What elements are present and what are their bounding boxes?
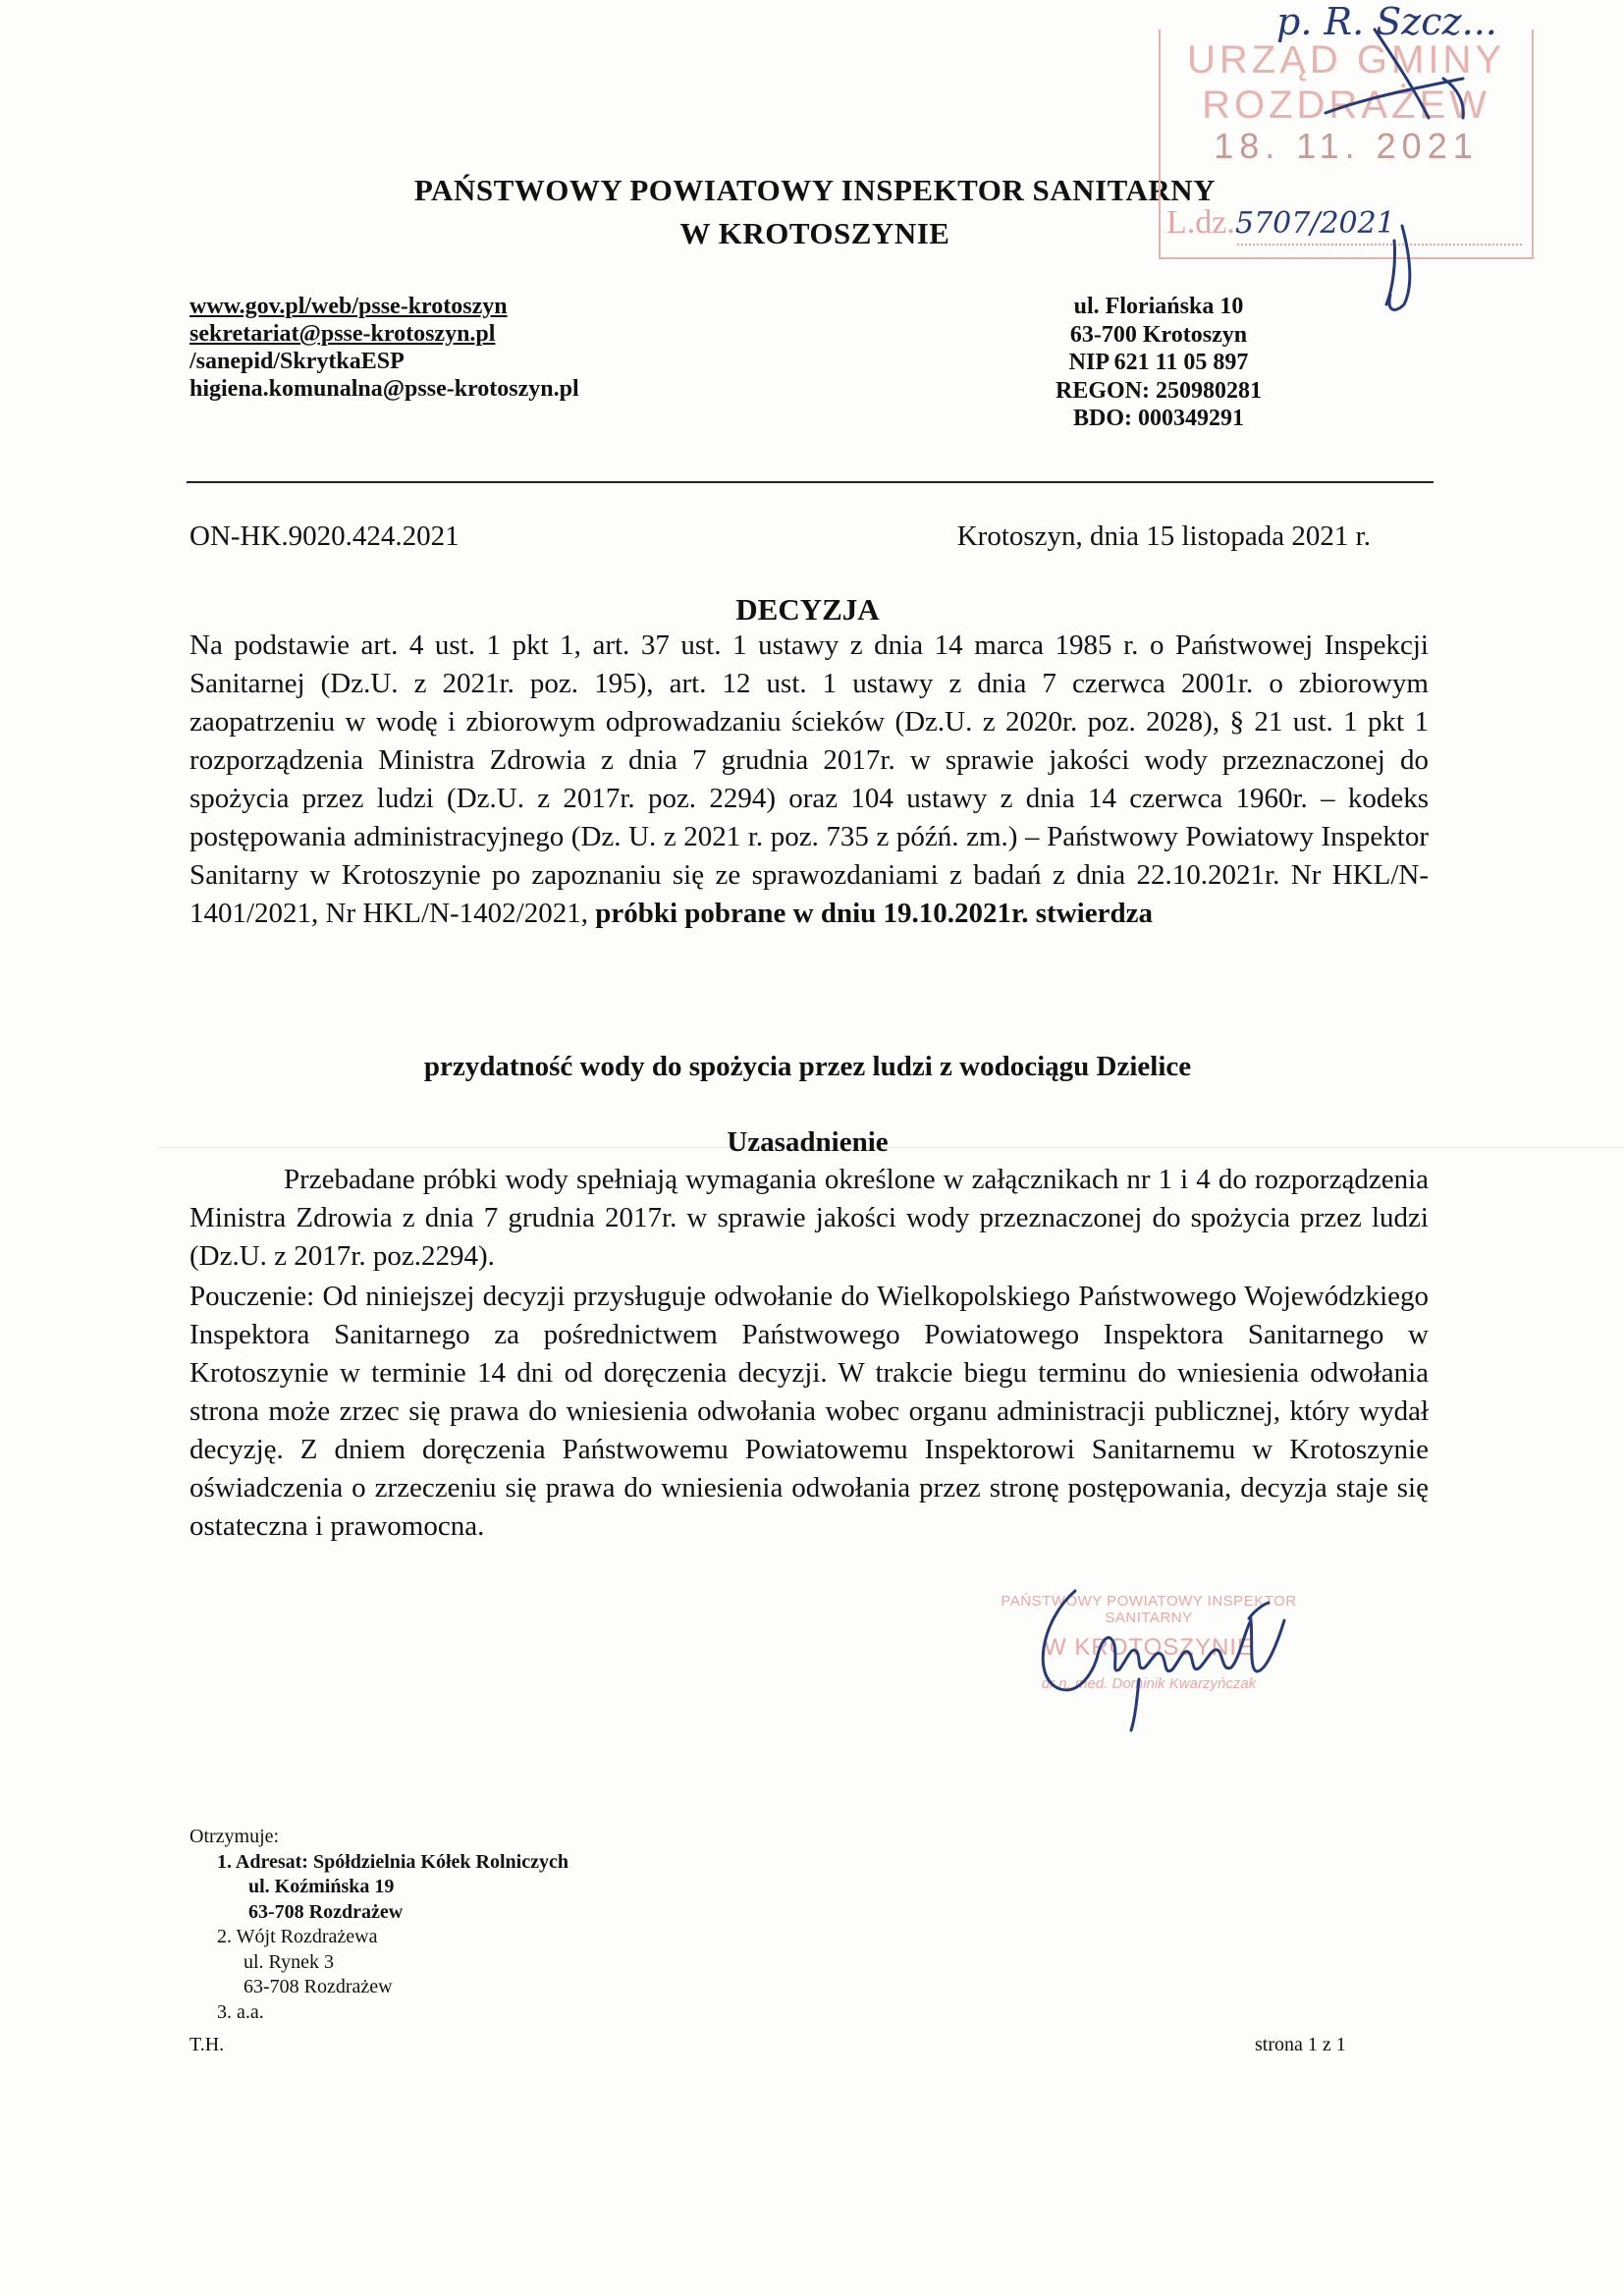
handwritten-assignee: p. R. Szcz... [1276, 0, 1497, 43]
address-street: ul. Floriańska 10 [1073, 294, 1244, 319]
legal-basis-text: Na podstawie art. 4 ust. 1 pkt 1, art. 37 ust. 1 ustawy z dnia 14 marca 1985 r. o Państwowej Inspekcji Sanitarnej (Dz.U. z 2021r. poz. 195), art. 12 ust. 1 ustawy z dnia 7 czerwca 2001r. o zbiorowym zaopatrzeniu w wodę i zbiorowym odprowadzaniu ścieków (Dz.U. z 2020r. poz. 2028), § 21 ust. 1 pkt 1 rozporządzenia Ministra Zdrowia z dnia 7 grudnia 2017r. w sprawie jakości wody przeznaczonej do spożycia przez ludzi (Dz.U. z 2017r. poz. 2294) oraz 104 ustawy z dnia 14 czerwca 1960r. – kodeks postępowania administracyjnego (Dz. U. z 2021 r. poz. 735 z późń. zm.) – Państwowy Powiatowy Inspektor Sanitarny w Krotoszynie po zapoznaniu się ze sprawozdaniami z badań z dnia 22.10.2021r. Nr HKL/N-1401/2021, Nr HKL/N-1402/2021, [189, 629, 1429, 929]
reference-number: ON-HK.9020.424.2021 [189, 520, 460, 552]
contact-left-block [189, 293, 579, 403]
bdo: BDO: 000349291 [1073, 406, 1244, 431]
handwritten-ldz-number: 5707/2021 [1235, 206, 1395, 241]
page-number: strona 1 z 1 [1255, 2034, 1346, 2055]
handwritten-marks [1218, 20, 1532, 314]
email-link[interactable]: sekretariat@psse-krotoszyn.pl [189, 321, 496, 347]
website-link[interactable]: www.gov.pl/web/psse-krotoszyn [189, 294, 508, 319]
decision-statement: przydatność wody do spożycia przez ludzi z wodociągu Dzielice [423, 1051, 1192, 1082]
recipients-block [189, 1825, 568, 2025]
recipient-2-line3: 63-708 Rozdrażew [244, 1976, 393, 1997]
nip: NIP 621 11 05 897 [1068, 350, 1249, 375]
justification-title: Uzasadnienie [727, 1126, 889, 1158]
address-city: 63-700 Krotoszyn [1069, 321, 1248, 348]
recipient-2-line2: ul. Rynek 3 [244, 1950, 334, 1973]
registry-stamp-office-line2: ROZDRAŻEW [1202, 83, 1490, 127]
registry-stamp-office-line1: URZĄD GMINY [1187, 38, 1505, 82]
issuer-title-line2: W KROTOSZYNIE [679, 216, 950, 250]
justification-paragraph: Przebadane próbki wody spełniają wymagania określone w załącznikach nr 1 i 4 do rozporządzenia Ministra Zdrowia z dnia 7 grudnia 2017r. w sprawie jakości wody przeznaczonej do spożycia przez ludzi (Dz.U. z 2017r. poz.2294). [189, 1164, 1429, 1272]
email-higiena: higiena.komunalna@psse-krotoszyn.pl [189, 376, 579, 402]
legal-basis-paragraph [189, 627, 1429, 933]
signature-stamp-line1: PAŃSTWOWY POWIATOWY INSPEKTOR SANITARNY [1001, 1593, 1297, 1626]
epuap-box: /sanepid/SkrytkaESP [189, 349, 405, 374]
signature-stamp-line3: dr n. med. Dominik Kwarzyńczak [1041, 1675, 1257, 1692]
header-divider [187, 481, 1434, 483]
handwritten-signature [1021, 1561, 1316, 1738]
recipient-1-line2: ul. Koźmińska 19 [248, 1876, 395, 1897]
issuer-title-line1: PAŃSTWOWY POWIATOWY INSPEKTOR SANITARNY [413, 173, 1217, 207]
recipient-2-line1: 2. Wójt Rozdrażewa [217, 1926, 378, 1947]
document-title: DECYZJA [735, 592, 880, 627]
recipients-heading: Otrzymuje: [189, 1826, 280, 1847]
instruction-paragraph: Pouczenie: Od niniejszej decyzji przysługuje odwołanie do Wielkopolskiego Państwowego Wojewódzkiego Inspektora Sanitarnego za pośrednictwem Państwowego Powiatowego Inspektora Sanitarnego w Krotoszynie w terminie 14 dni od doręczenia decyzji. W trakcie biegu terminu do wniesienia odwołania strona może zrzec się prawa do wniesienia odwołania wobec organu administracji publicznej, który wydał decyzję. Z dniem doręczenia Państwowemu Powiatowemu Inspektorowi Sanitarnemu w Krotoszynie oświadczenia o zrzeczeniu się prawa do wniesienia odwołania przez stronę postępowania, decyzja staje się ostateczna i prawomocna. [189, 1281, 1429, 1542]
registry-stamp-date: 18. 11. 2021 [1214, 126, 1479, 166]
recipient-1-line1: 1. Adresat: Spółdzielnia Kółek Rolniczych [217, 1850, 568, 1873]
regon: REGON: 250980281 [1056, 377, 1262, 404]
place-date: Krotoszyn, dnia 15 listopada 2021 r. [956, 520, 1371, 552]
signature-stamp-line2: W KROTOSZYNIE [1044, 1634, 1254, 1661]
recipient-1-line3: 63-708 Rozdrażew [248, 1900, 404, 1923]
legal-basis-bold: próbki pobrane w dniu 19.10.2021r. stwierdza [595, 898, 1153, 929]
registry-stamp-ldz-label: L.dz. [1166, 204, 1235, 241]
author-initials: T.H. [189, 2034, 225, 2055]
recipient-3-line1: 3. a.a. [217, 2000, 264, 2023]
